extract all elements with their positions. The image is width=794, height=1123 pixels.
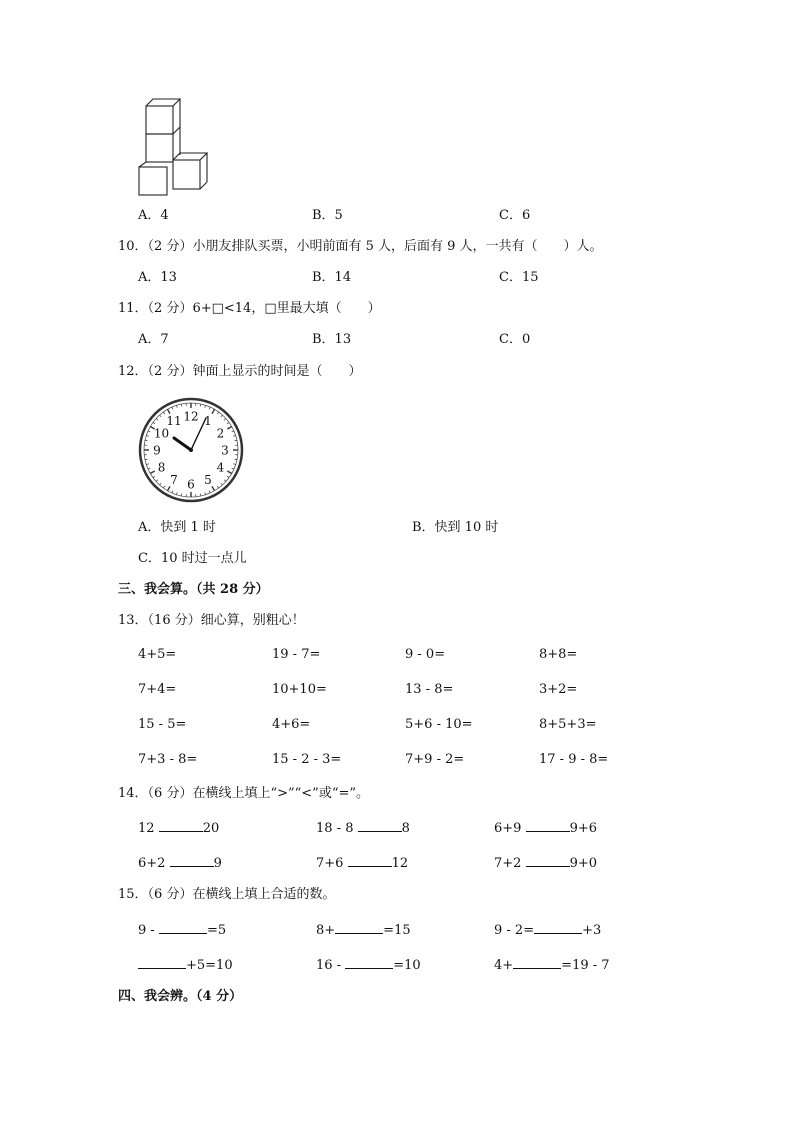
q11-stem: 11．（2 分）6+□<14，□里最大填（ ） xyxy=(118,301,381,316)
clock-numeral: 7 xyxy=(170,472,178,487)
clock-numeral: 6 xyxy=(187,477,195,492)
q13-expression[interactable]: 17 - 9 - 8= xyxy=(539,752,609,767)
q15-stem: 15．（6 分）在横线上填上合适的数。 xyxy=(118,887,336,902)
q14-left: 12 xyxy=(138,821,159,836)
q12-option-a[interactable]: A．快到 1 时 xyxy=(138,520,216,535)
q13-expression[interactable]: 9 - 0= xyxy=(405,647,446,662)
q14-right: 9+0 xyxy=(569,856,598,871)
section-4-title: 四、我会辨。（4 分） xyxy=(118,989,243,1004)
q12-option-b[interactable]: B．快到 10 时 xyxy=(412,520,499,535)
q15-equation xyxy=(316,921,411,939)
section-3-title: 三、我会算。（共 28 分） xyxy=(118,582,269,597)
q14-answer-blank[interactable] xyxy=(358,819,402,832)
q13-expression[interactable]: 5+6 - 10= xyxy=(405,717,473,732)
q14-comparison xyxy=(138,854,222,872)
q13-expression[interactable]: 19 - 7= xyxy=(272,647,321,662)
q11-option-b[interactable]: B．13 xyxy=(312,332,352,347)
q15-suffix: =19 - 7 xyxy=(561,958,610,973)
q14-answer-blank[interactable] xyxy=(526,819,570,832)
q14-comparison xyxy=(316,854,408,872)
q15-answer-blank[interactable] xyxy=(138,956,186,969)
q14-right: 9 xyxy=(213,856,222,871)
q10-option-b[interactable]: B．14 xyxy=(312,270,352,285)
q14-right: 9+6 xyxy=(569,821,598,836)
q15-equation xyxy=(138,956,233,974)
q15-prefix: 4+ xyxy=(494,958,514,973)
q13-stem: 13．（16 分）细心算，别粗心！ xyxy=(118,613,305,628)
q9-option-b[interactable]: B．5 xyxy=(312,208,343,223)
q14-comparison xyxy=(494,854,597,872)
q13-expression[interactable]: 15 - 2 - 3= xyxy=(272,752,342,767)
q13-expression[interactable]: 4+6= xyxy=(272,717,311,732)
q14-right: 12 xyxy=(391,856,409,871)
clock-numeral: 9 xyxy=(153,443,161,458)
q14-left: 6+2 xyxy=(138,856,170,871)
q15-suffix: +3 xyxy=(582,923,602,938)
q10-option-a[interactable]: A．13 xyxy=(138,270,177,285)
q15-prefix: 16 - xyxy=(316,958,346,973)
cube-stack-figure xyxy=(136,98,210,198)
q13-expression[interactable]: 7+4= xyxy=(138,682,177,697)
q13-expression[interactable]: 10+10= xyxy=(272,682,327,697)
q14-answer-blank[interactable] xyxy=(170,854,214,867)
q11-option-a[interactable]: A．7 xyxy=(138,332,169,347)
clock-numeral: 3 xyxy=(221,443,229,458)
q14-comparison xyxy=(138,819,219,837)
q15-equation xyxy=(494,956,610,974)
q15-prefix: 9 - 2= xyxy=(494,923,535,938)
clock-numeral: 4 xyxy=(216,460,225,475)
q9-option-c[interactable]: C．6 xyxy=(499,208,531,223)
q15-prefix: 9 - xyxy=(138,923,159,938)
q15-equation xyxy=(316,956,421,974)
q14-left: 18 - 8 xyxy=(316,821,358,836)
q15-answer-blank[interactable] xyxy=(159,921,207,934)
q14-stem: 14．（6 分）在横线上填上“>”“<”或“=”。 xyxy=(118,786,369,801)
q13-expression[interactable]: 8+5+3= xyxy=(539,717,597,732)
q15-answer-blank[interactable] xyxy=(345,956,393,969)
q9-option-a[interactable]: A．4 xyxy=(138,208,169,223)
q10-stem: 10．（2 分）小朋友排队买票，小明前面有 5 人，后面有 9 人，一共有（ ）人。 xyxy=(118,239,603,254)
q15-equation xyxy=(138,921,226,939)
clock-numeral: 10 xyxy=(153,426,170,441)
q15-suffix: =5 xyxy=(206,923,227,938)
q14-left: 7+6 xyxy=(316,856,348,871)
q14-right: 20 xyxy=(202,821,220,836)
q13-expression[interactable]: 7+3 - 8= xyxy=(138,752,198,767)
q14-right: 8 xyxy=(401,821,410,836)
q15-answer-blank[interactable] xyxy=(534,921,582,934)
q13-expression[interactable]: 4+5= xyxy=(138,647,177,662)
q12-option-c[interactable]: C．10 时过一点儿 xyxy=(138,551,247,566)
q15-answer-blank[interactable] xyxy=(335,921,383,934)
q14-comparison xyxy=(316,819,410,837)
q11-option-c[interactable]: C．0 xyxy=(499,332,531,347)
q12-stem: 12．（2 分）钟面上显示的时间是（ ） xyxy=(118,364,362,379)
q15-suffix: =15 xyxy=(383,923,411,938)
clock-numeral: 12 xyxy=(183,409,199,424)
q13-expression[interactable]: 13 - 8= xyxy=(405,682,454,697)
q14-answer-blank[interactable] xyxy=(159,819,203,832)
clock-numeral: 1 xyxy=(204,414,212,429)
q10-option-c[interactable]: C．15 xyxy=(499,270,539,285)
q13-expression[interactable]: 15 - 5= xyxy=(138,717,187,732)
q13-expression[interactable]: 8+8= xyxy=(539,647,578,662)
clock-face xyxy=(138,397,244,503)
q13-expression[interactable]: 3+2= xyxy=(539,682,578,697)
q13-expression[interactable]: 7+9 - 2= xyxy=(405,752,465,767)
q15-prefix: 8+ xyxy=(316,923,336,938)
clock-numeral: 8 xyxy=(157,460,166,475)
clock-numeral: 11 xyxy=(166,414,182,429)
q15-equation xyxy=(494,921,601,939)
q14-answer-blank[interactable] xyxy=(526,854,570,867)
q14-comparison xyxy=(494,819,597,837)
q15-suffix: +5=10 xyxy=(186,958,233,973)
q15-suffix: =10 xyxy=(393,958,421,973)
q14-answer-blank[interactable] xyxy=(348,854,392,867)
q14-left: 7+2 xyxy=(494,856,526,871)
q15-answer-blank[interactable] xyxy=(513,956,561,969)
clock-numeral: 5 xyxy=(204,472,212,487)
q14-left: 6+9 xyxy=(494,821,526,836)
clock-numeral: 2 xyxy=(216,426,225,441)
